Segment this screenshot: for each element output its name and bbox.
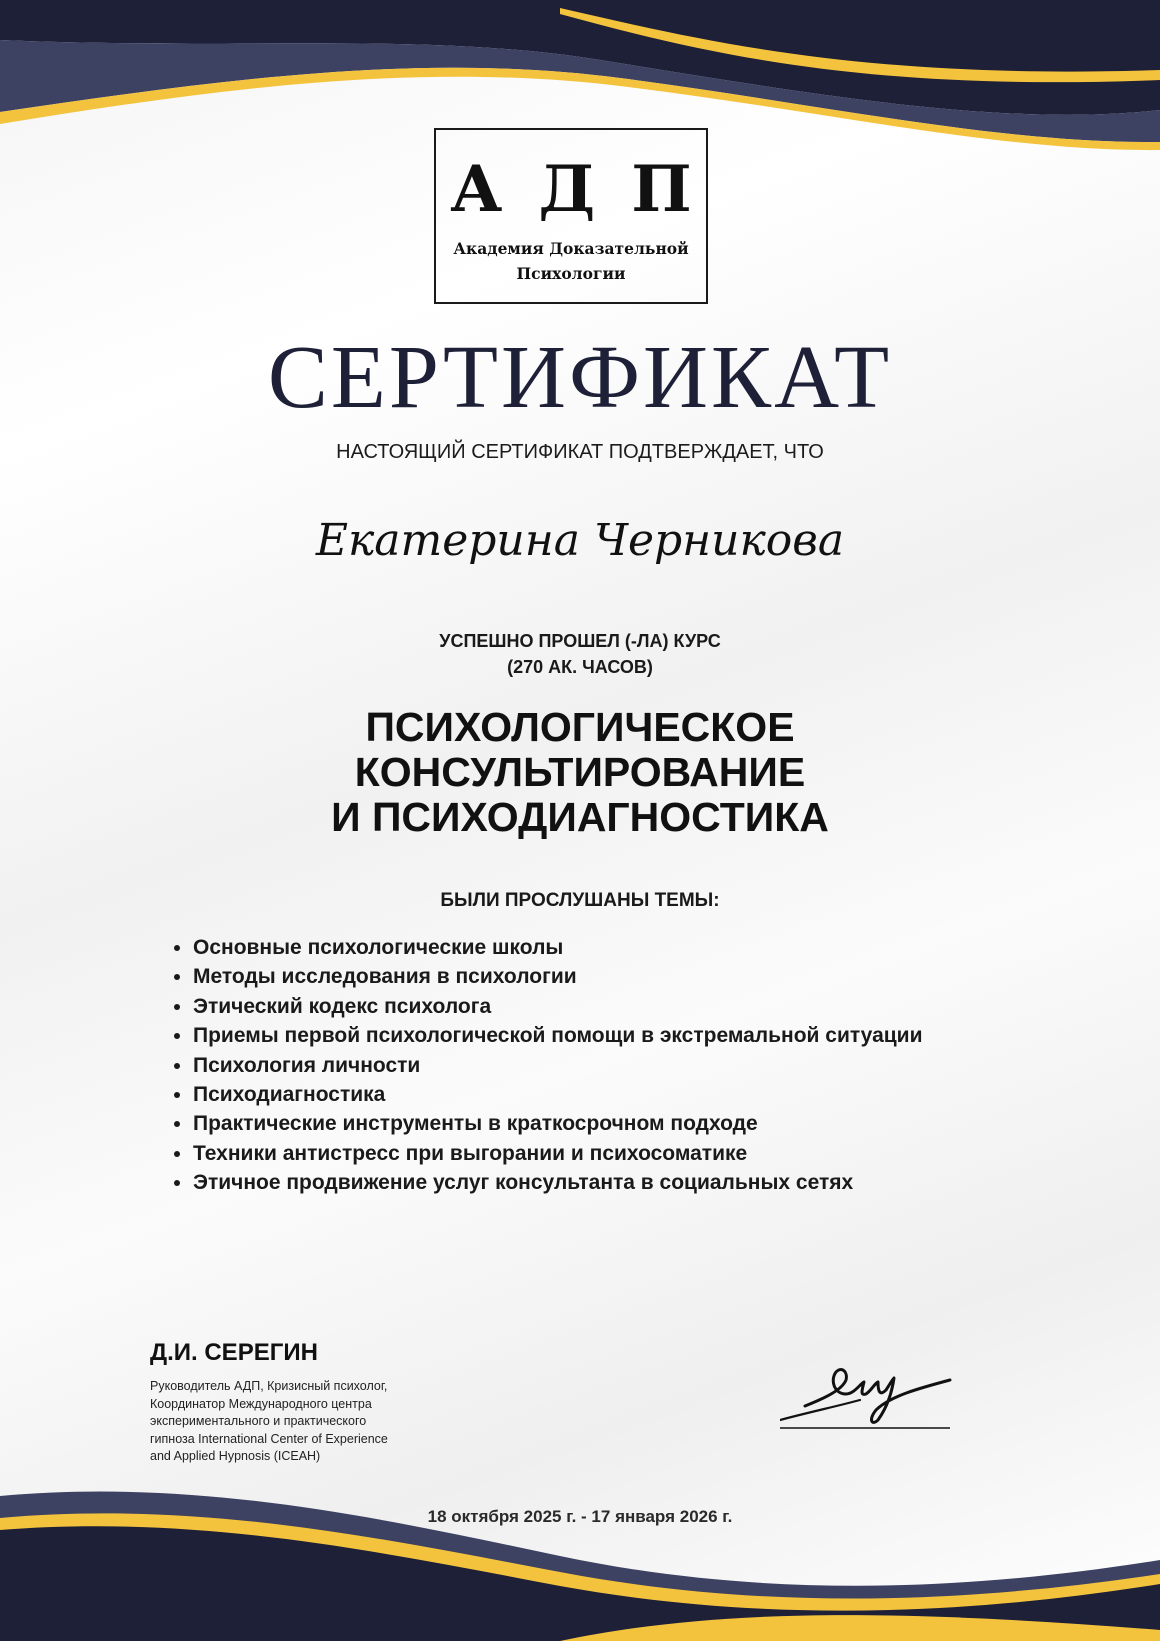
course-title-line: И ПСИХОДИАГНОСТИКА bbox=[331, 794, 829, 840]
logo-letter: А bbox=[450, 151, 503, 227]
course-hours: (270 АК. ЧАСОВ) bbox=[507, 657, 653, 677]
topic-item: • Психодиагностика bbox=[193, 1080, 953, 1109]
signer-description-line: and Applied Hypnosis (ICEAH) bbox=[150, 1449, 321, 1463]
logo-subtitle-line: Психологии bbox=[516, 264, 626, 283]
topics-list bbox=[172, 933, 953, 1198]
course-intro bbox=[0, 628, 1160, 680]
academy-logo bbox=[434, 128, 708, 304]
logo-subtitle bbox=[436, 236, 706, 286]
signer-description-line: гипноза International Center of Experience bbox=[150, 1431, 388, 1446]
signer-description-line: Руководитель АДП, Кризисный психолог, bbox=[150, 1379, 388, 1393]
topic-item: • Этичное продвижение услуг консультанта в социальных сетях bbox=[193, 1168, 953, 1197]
topic-item: • Техники антистресс при выгорании и психосоматике bbox=[193, 1139, 953, 1168]
topic-item: • Этический кодекс психолога bbox=[193, 992, 953, 1021]
signer-description bbox=[150, 1378, 440, 1466]
course-title bbox=[0, 705, 1160, 840]
signature-image bbox=[780, 1350, 990, 1440]
course-dates: 18 октября 2025 г. - 17 января 2026 г. bbox=[427, 1507, 733, 1526]
logo-letter: Д bbox=[538, 151, 596, 227]
course-title-line: КОНСУЛЬТИРОВАНИЕ bbox=[354, 749, 806, 795]
logo-letters bbox=[436, 150, 706, 228]
course-title-line: ПСИХОЛОГИЧЕСКОЕ bbox=[365, 704, 795, 750]
certificate-title: СЕРТИФИКАТ bbox=[267, 328, 893, 427]
certificate-confirms-text: НАСТОЯЩИЙ СЕРТИФИКАТ ПОДТВЕРЖДАЕТ, ЧТО bbox=[336, 441, 824, 463]
topic-item: • Основные психологические школы bbox=[193, 933, 953, 962]
signer-name: Д.И. СЕРЕГИН bbox=[150, 1339, 318, 1366]
logo-letter: П bbox=[631, 151, 692, 227]
topic-item: • Психология личности bbox=[193, 1051, 953, 1080]
signer-description-line: экспериментального и практического bbox=[150, 1414, 367, 1428]
signer-description-line: Координатор Международного центра bbox=[150, 1396, 372, 1411]
logo-subtitle-line: Академия Доказательной bbox=[453, 239, 689, 258]
recipient-name: Екатерина Черникова bbox=[315, 515, 845, 566]
topic-item: • Методы исследования в психологии bbox=[193, 962, 953, 991]
topic-item: • Приемы первой психологической помощи в экстремальной ситуации bbox=[193, 1021, 953, 1050]
course-completed-text: УСПЕШНО ПРОШЕЛ (-ЛА) КУРС bbox=[439, 631, 721, 651]
topic-item: • Практические инструменты в краткосрочном подходе bbox=[193, 1109, 953, 1138]
topics-heading: БЫЛИ ПРОСЛУШАНЫ ТЕМЫ: bbox=[440, 890, 720, 911]
